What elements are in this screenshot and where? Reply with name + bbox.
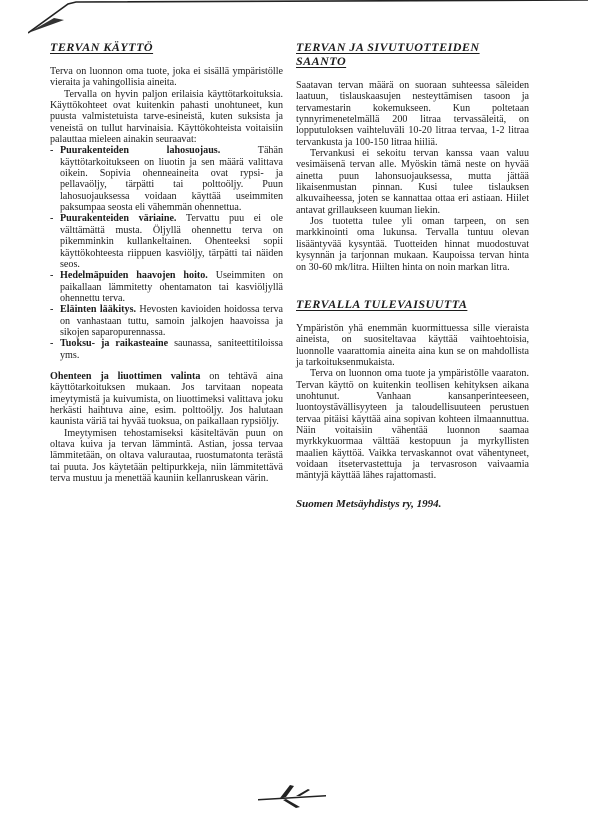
list-item: - Eläinten lääkitys. Hevosten kavioiden hoidossa terva on vanhastaan tuttu, samoin jalkojen haavoissa ja sikojen saparopurennassa. [50, 304, 283, 338]
paragraph-intro: Terva on luonnon oma tuote, joka ei sisällä ympäristölle vieraita ja vahingollisia aineita. [50, 66, 283, 89]
list-item: - Puurakenteiden väriaine. Tervattu puu ei ole välttämättä musta. Öljyllä ohennettu terva on pikemminkin kullankeltainen. Ohenteeksi sopii käyttökohteesta riippuen kasviöljy, tärpätti tai näiden seos. [50, 213, 283, 270]
paragraph-absorption: Imeytymisen tehostamiseksi käsiteltävän puun on oltava kuiva ja tervan lämmintä. Astian, jossa tervaa lämmitetään, on oltava valurautaa, ruostumatonta terästä tai puuta. Jos käytetään peltipurkkeja, niin lämmitettävä terva mustuu ja menettää kauniin kellanruskean värin. [50, 427, 283, 485]
left-column [50, 40, 283, 484]
paragraph-natural-product: Terva on luonnon oma tuote ja ympäristölle vaaraton. Tervan käyttö on kuitenkin teollisen kehityksen aikana unohtunut. Vanhaan kansanperinteeseen, luontoystävällisyyteen ja taloudellisuuteen perustuen tervaa pitäisi käyttää aina sopivan kohteen ilmaannuttua. Näin voitaisiin vähentää luonnon saamaa myrkkykuormaa välttää kestopuun ja myrkyllisten maalien käyttöä. Vaikka tervaskannot ovat vähentyneet, voidaan itsetervastettuja ja tervasroson vaivaamia mäntyjä käyttää lähes rajattomasti. [296, 368, 529, 482]
heading-tervalla-tulevaisuutta: TERVALLA TULEVAISUUTTA [296, 296, 468, 311]
corner-line-mark [28, 0, 588, 34]
heading-tervan-kaytto: TERVAN KÄYTTÖ [50, 40, 154, 54]
paragraph-uses-intro: Tervalla on hyvin paljon erilaisia käyttötarkoituksia. Käyttökohteet ovat kuitenkin pahasti unohtuneet, kun puusta valmistetuista tarve-esineistä, kuten suksista ja veneistä on tullut harvinaisia. Käyttökohteista voitaisiin palauttaa mieleen ainakin seuraavat: [50, 88, 283, 146]
list-item: - Puurakenteiden lahosuojaus. Tähän käyttötarkoitukseen on liuotin ja sen määrä valittava oikein. Sopivia ohenneaineita ovat rypsi- ja pellavaöljy, tärpätti tai polttoöljy. Puun lahosuojauksessa voidaan käyttää useimmiten paksumpaa seosta eli vähemmän ohennettua. [50, 145, 283, 213]
uses-list [50, 145, 283, 361]
paragraph-solvent-choice: Ohenteen ja liuottimen valinta on tehtävä aina käyttötarkoituksen mukaan. Jos tarvitaan nopeata imeytymistä ja kuivumista, on liuottimeksi valittava joku herkästi haihtuva aine, esim. polttoöljy. Jos halutaan kaunista väriä tai hyvää tuoksua, on paikallaan rypsiöljy. [50, 370, 283, 428]
list-item: - Tuoksu- ja raikasteaine saunassa, saniteettitiloissa yms. [50, 338, 283, 361]
paragraph-environment: Ympäristön yhä enemmän kuormittuessa sille vieraista aineista, on suositeltavaa käyttää vaihtoehtoisia, luonnolle vaarattomia aineita aina kun se on mahdollista ja tarkoituksenmukaista. [296, 322, 529, 368]
paragraph-marketing: Jos tuotetta tulee yli oman tarpeen, on sen markkinointi oma lukunsa. Tervalla tuntuu olevan lisääntyvää kysyntää. Tuotteiden hinnat muodostuvat kysynnän ja tarjonnan mukaan. Kaupoissa tervan hinta on 30-60 mk/litra. Hiilten hinta on noin markan litra. [296, 216, 529, 273]
right-column [296, 40, 529, 510]
heading-tervan-saanto: TERVAN JA SIVUTUOTTEIDEN SAANTO [296, 40, 480, 68]
list-item: - Hedelmäpuiden haavojen hoito. Useimmiten on paikallaan lämmitetty ohentamaton tai kasviöljyllä ohennettu terva. [50, 270, 283, 304]
stylized-pine-logo-icon [256, 783, 328, 809]
signature-line: Suomen Metsäyhdistys ry, 1994. [296, 497, 442, 510]
paragraph-tervankusi: Tervankusi ei sekoitu tervan kanssa vaan valuu vesimäisenä tervan alle. Myöskin tämä neste on hyvää ainetta puun lahonsuojauksessa, mutta jättää likaisenmustan pinnan. Kusi tulee tislauksen alkuvaiheessa, joten se kannattaa ottaa eri astiaan. Hiilet antavat grillaukseen kuuman liekin. [296, 148, 529, 216]
paragraph-yield: Saatavan tervan määrä on suoraan suhteessa säleiden laatuun, tislauskaasujen nesteyttämisen tasoon ja tervamestarin kokemukseen. Kun poltetaan tynnyrimenetelmällä 200 litraa tervassäleitä, on lopputuloksen vaihteluväli 10-20 litraa tervaa, 1-2 litraa tervankusta ja 100-150 litraa hiiliä. [296, 80, 529, 148]
